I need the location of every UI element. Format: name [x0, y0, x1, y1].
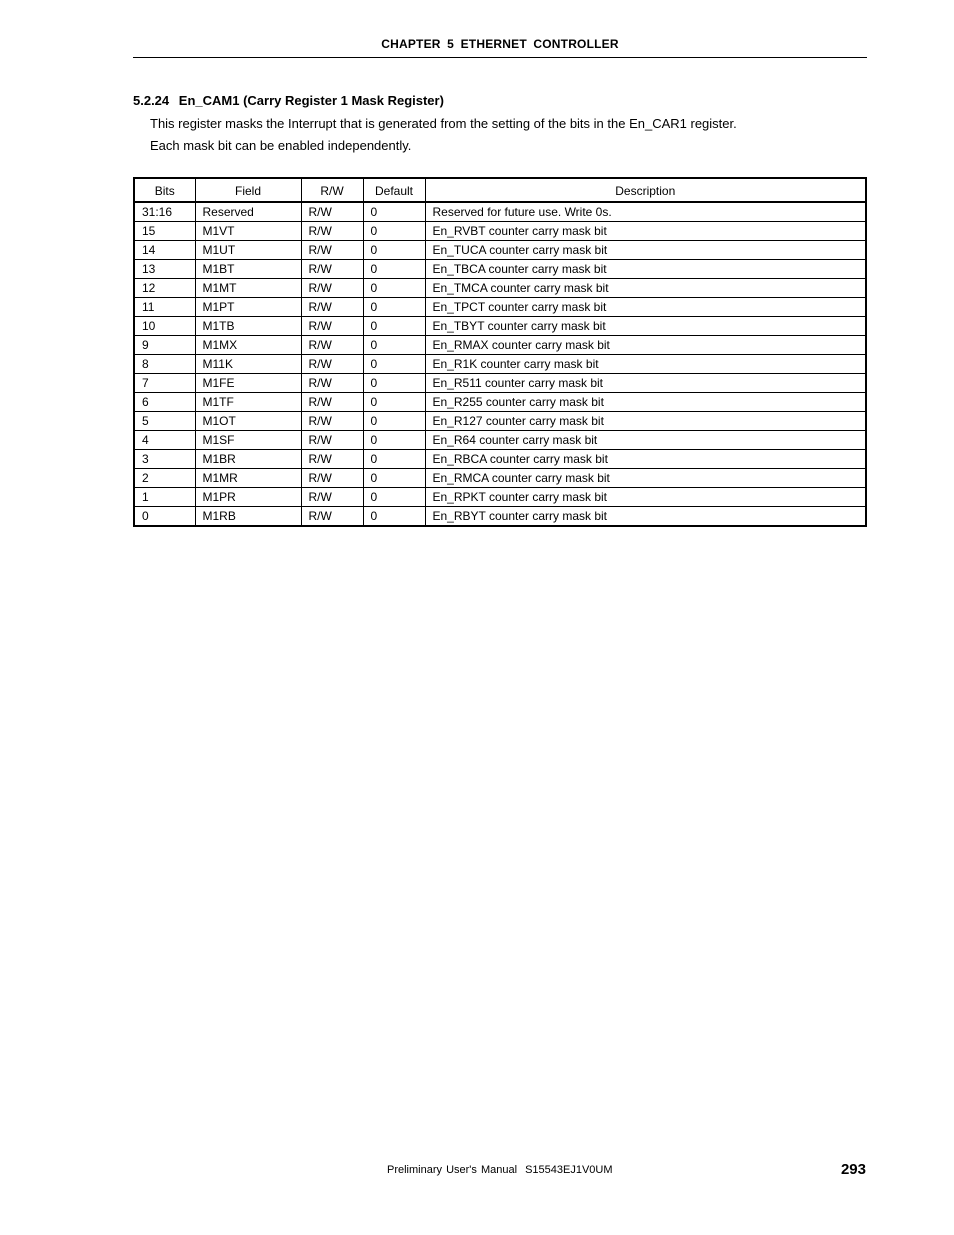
- table-row: [134, 298, 866, 317]
- table-row: [134, 488, 866, 507]
- cell-field: M1TF: [195, 393, 301, 412]
- cell-default: 0: [363, 355, 425, 374]
- cell-description: En_TBCA counter carry mask bit: [425, 260, 866, 279]
- cell-field: M1OT: [195, 412, 301, 431]
- cell-default: 0: [363, 222, 425, 241]
- cell-rw: R/W: [301, 298, 363, 317]
- cell-bits: 9: [134, 336, 195, 355]
- cell-description: En_R1K counter carry mask bit: [425, 355, 866, 374]
- cell-description: En_TUCA counter carry mask bit: [425, 241, 866, 260]
- cell-bits: 7: [134, 374, 195, 393]
- register-table: [133, 177, 867, 527]
- column-header-default: Default: [363, 178, 425, 202]
- chapter-header: CHAPTER 5 ETHERNET CONTROLLER: [381, 37, 619, 51]
- column-header-bits: Bits: [134, 178, 195, 202]
- table-row: [134, 412, 866, 431]
- table-row: [134, 469, 866, 488]
- page-number: 293: [840, 1161, 866, 1178]
- cell-field: M1PR: [195, 488, 301, 507]
- cell-rw: R/W: [301, 279, 363, 298]
- cell-bits: 4: [134, 431, 195, 450]
- cell-field: M1MR: [195, 469, 301, 488]
- table-header-row: [134, 178, 866, 202]
- footer-manual-title: [387, 1164, 613, 1176]
- cell-description: En_RMCA counter carry mask bit: [425, 469, 866, 488]
- cell-field: M1BT: [195, 260, 301, 279]
- cell-bits: 14: [134, 241, 195, 260]
- cell-field: M1MX: [195, 336, 301, 355]
- cell-default: 0: [363, 279, 425, 298]
- cell-bits: 15: [134, 222, 195, 241]
- cell-bits: 5: [134, 412, 195, 431]
- cell-rw: R/W: [301, 469, 363, 488]
- table-row: [134, 450, 866, 469]
- cell-default: 0: [363, 469, 425, 488]
- cell-default: 0: [363, 450, 425, 469]
- cell-bits: 2: [134, 469, 195, 488]
- cell-bits: 6: [134, 393, 195, 412]
- cell-bits: 3: [134, 450, 195, 469]
- cell-rw: R/W: [301, 507, 363, 527]
- cell-bits: 13: [134, 260, 195, 279]
- cell-description: En_RVBT counter carry mask bit: [425, 222, 866, 241]
- cell-description: En_TMCA counter carry mask bit: [425, 279, 866, 298]
- cell-default: 0: [363, 393, 425, 412]
- table-row: [134, 202, 866, 222]
- table-row: [134, 507, 866, 527]
- footer-manual-name: Preliminary User's Manual: [387, 1164, 518, 1176]
- cell-rw: R/W: [301, 431, 363, 450]
- cell-description: En_R255 counter carry mask bit: [425, 393, 866, 412]
- cell-field: M1PT: [195, 298, 301, 317]
- cell-description: En_R64 counter carry mask bit: [425, 431, 866, 450]
- cell-default: 0: [363, 431, 425, 450]
- cell-default: 0: [363, 488, 425, 507]
- cell-field: Reserved: [195, 202, 301, 222]
- column-header-rw: R/W: [301, 178, 363, 202]
- table-row: [134, 317, 866, 336]
- cell-rw: R/W: [301, 260, 363, 279]
- cell-rw: R/W: [301, 241, 363, 260]
- cell-default: 0: [363, 260, 425, 279]
- cell-rw: R/W: [301, 488, 363, 507]
- cell-description: En_TBYT counter carry mask bit: [425, 317, 866, 336]
- section-number: 5.2.24: [133, 93, 170, 108]
- footer-doc-number: S15543EJ1V0UM: [525, 1164, 613, 1176]
- cell-description: En_RBYT counter carry mask bit: [425, 507, 866, 527]
- cell-rw: R/W: [301, 317, 363, 336]
- cell-rw: R/W: [301, 355, 363, 374]
- cell-bits: 0: [134, 507, 195, 527]
- cell-default: 0: [363, 507, 425, 527]
- table-body: [134, 202, 866, 526]
- cell-bits: 12: [134, 279, 195, 298]
- cell-description: En_RMAX counter carry mask bit: [425, 336, 866, 355]
- cell-bits: 8: [134, 355, 195, 374]
- table-row: [134, 393, 866, 412]
- cell-rw: R/W: [301, 450, 363, 469]
- cell-bits: 10: [134, 317, 195, 336]
- header-divider: [133, 57, 867, 58]
- cell-rw: R/W: [301, 393, 363, 412]
- cell-default: 0: [363, 336, 425, 355]
- table-row: [134, 374, 866, 393]
- cell-description: En_RBCA counter carry mask bit: [425, 450, 866, 469]
- description-paragraph: Each mask bit can be enabled independently.: [150, 138, 412, 153]
- cell-description: En_TPCT counter carry mask bit: [425, 298, 866, 317]
- cell-description: En_R127 counter carry mask bit: [425, 412, 866, 431]
- table-row: [134, 431, 866, 450]
- cell-default: 0: [363, 412, 425, 431]
- cell-default: 0: [363, 374, 425, 393]
- cell-rw: R/W: [301, 336, 363, 355]
- column-header-description: Description: [425, 178, 866, 202]
- table-row: [134, 355, 866, 374]
- cell-field: M1BR: [195, 450, 301, 469]
- section-title: [133, 93, 444, 108]
- cell-default: 0: [363, 317, 425, 336]
- cell-default: 0: [363, 241, 425, 260]
- cell-rw: R/W: [301, 412, 363, 431]
- cell-description: En_R511 counter carry mask bit: [425, 374, 866, 393]
- table-row: [134, 222, 866, 241]
- cell-field: M1VT: [195, 222, 301, 241]
- cell-rw: R/W: [301, 222, 363, 241]
- table-row: [134, 279, 866, 298]
- cell-field: M1UT: [195, 241, 301, 260]
- table-row: [134, 241, 866, 260]
- cell-description: Reserved for future use. Write 0s.: [425, 202, 866, 222]
- cell-rw: R/W: [301, 202, 363, 222]
- cell-default: 0: [363, 298, 425, 317]
- cell-field: M1SF: [195, 431, 301, 450]
- cell-default: 0: [363, 202, 425, 222]
- cell-field: M1MT: [195, 279, 301, 298]
- cell-bits: 1: [134, 488, 195, 507]
- table-row: [134, 260, 866, 279]
- cell-field: M1FE: [195, 374, 301, 393]
- description-paragraph: This register masks the Interrupt that is generated from the setting of the bits in the En_CAR1 register.: [150, 116, 737, 131]
- cell-field: M11K: [195, 355, 301, 374]
- cell-field: M1TB: [195, 317, 301, 336]
- cell-description: En_RPKT counter carry mask bit: [425, 488, 866, 507]
- column-header-field: Field: [195, 178, 301, 202]
- cell-bits: 11: [134, 298, 195, 317]
- cell-bits: 31:16: [134, 202, 195, 222]
- cell-rw: R/W: [301, 374, 363, 393]
- cell-field: M1RB: [195, 507, 301, 527]
- table-row: [134, 336, 866, 355]
- section-title-text: En_CAM1 (Carry Register 1 Mask Register): [178, 93, 444, 108]
